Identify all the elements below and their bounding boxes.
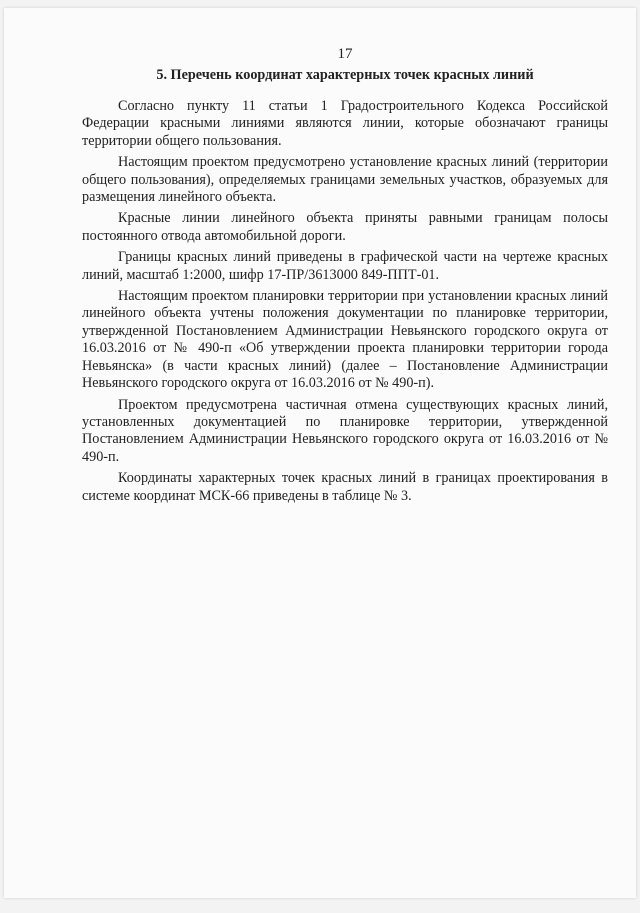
paragraph-5: Настоящим проектом планировки территории при установлении красных линий линейного объекта учтены положения документации по планировке территории, утвержденной Постановлением Администрации Невьянского городского округа от 16.03.2016 от № 490-п «Об утверждении проекта планировки территории города Невьянска» (в части красных линий) (далее – Постановление Администрации Невьянского городского округа от 16.03.2016 от № 490-п). bbox=[82, 288, 608, 392]
paragraph-2: Настоящим проектом предусмотрено установление красных линий (территории общего пользования), определяемых границами земельных участков, образуемых для размещения линейного объекта. bbox=[82, 154, 608, 206]
paragraph-4: Границы красных линий приведены в графической части на чертеже красных линий, масштаб 1:2000, шифр 17-ПР/3613000 849-ППТ-01. bbox=[82, 249, 608, 283]
paragraph-7: Координаты характерных точек красных линий в границах проектирования в системе координат МСК-66 приведены в таблице № 3. bbox=[82, 470, 608, 504]
paragraph-3: Красные линии линейного объекта приняты равными границам полосы постоянного отвода автомобильной дороги. bbox=[82, 210, 608, 244]
paragraph-6: Проектом предусмотрена частичная отмена существующих красных линий, установленных документацией по планировке территории, утвержденной Постановлением Администрации Невьянского городского округа от 16.03.2016 от № 490-п. bbox=[82, 396, 608, 465]
paragraph-1: Согласно пункту 11 статьи 1 Градостроительного Кодекса Российской Федерации красными линиями являются линии, которые обозначают границы территории общего пользования. bbox=[82, 98, 608, 149]
page-number: 17 bbox=[337, 46, 353, 62]
section-heading: 5. Перечень координат характерных точек красных линий bbox=[156, 67, 534, 83]
document-page bbox=[4, 8, 636, 898]
